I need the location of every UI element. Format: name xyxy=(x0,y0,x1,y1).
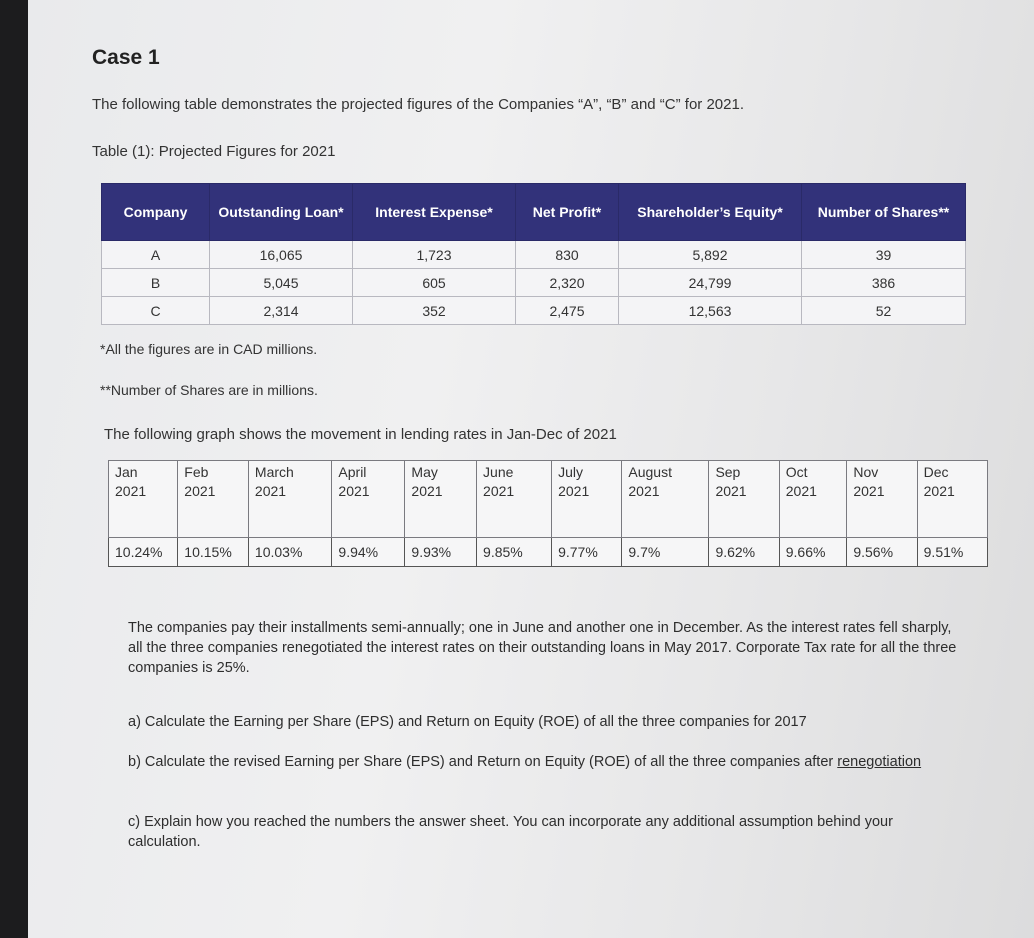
header-outstanding-loan: Outstanding Loan* xyxy=(210,184,353,241)
cell-loan: 5,045 xyxy=(210,269,353,297)
cell-company: B xyxy=(102,269,210,297)
rate-cell: 10.24% xyxy=(109,538,178,567)
question-b xyxy=(128,752,968,772)
cell-shares: 39 xyxy=(802,241,966,269)
cell-loan: 2,314 xyxy=(210,297,353,325)
rate-cell: 9.66% xyxy=(779,538,847,567)
month-cell: Nov 2021 xyxy=(847,461,917,524)
intro-text: The following table demonstrates the projected figures of the Companies “A”, “B” and “C” for 2021. xyxy=(92,96,744,113)
month-cell: August 2021 xyxy=(622,461,709,524)
rates-value-row xyxy=(109,538,988,567)
cell-profit: 830 xyxy=(516,241,619,269)
cell-profit: 2,475 xyxy=(516,297,619,325)
cell-equity: 24,799 xyxy=(619,269,802,297)
month-cell: June 2021 xyxy=(477,461,552,524)
cell-interest: 352 xyxy=(353,297,516,325)
rate-cell: 9.56% xyxy=(847,538,917,567)
cell-equity: 12,563 xyxy=(619,297,802,325)
case-title: Case 1 xyxy=(92,46,160,69)
instructions-paragraph: The companies pay their installments semi-annually; one in June and another one in December. As the interest rates fell sharply, all the three companies renegotiated the interest rates on their outstanding loans in May 2017. Corporate Tax rate for all the three companies is 25%. xyxy=(128,620,957,676)
rate-cell: 9.62% xyxy=(709,538,779,567)
table-row xyxy=(102,241,966,269)
cell-interest: 1,723 xyxy=(353,241,516,269)
rate-cell: 9.7% xyxy=(622,538,709,567)
cell-profit: 2,320 xyxy=(516,269,619,297)
rates-spacer-row xyxy=(109,523,988,538)
rates-month-row xyxy=(109,461,988,524)
month-cell: July 2021 xyxy=(552,461,622,524)
table-header-row xyxy=(102,184,966,241)
header-company: Company xyxy=(102,184,210,241)
footnote-cad-millions: *All the figures are in CAD millions. xyxy=(100,341,318,357)
rate-cell: 10.15% xyxy=(178,538,249,567)
graph-caption: The following graph shows the movement in lending rates in Jan-Dec of 2021 xyxy=(104,426,617,443)
month-cell: May 2021 xyxy=(405,461,477,524)
cell-loan: 16,065 xyxy=(210,241,353,269)
rate-cell: 9.85% xyxy=(477,538,552,567)
cell-company: C xyxy=(102,297,210,325)
month-cell: Jan 2021 xyxy=(109,461,178,524)
question-b-underlined: renegotiation xyxy=(837,754,922,770)
month-cell: April 2021 xyxy=(332,461,405,524)
lending-rates-table xyxy=(108,460,988,567)
month-cell: Sep 2021 xyxy=(709,461,779,524)
month-cell: Oct 2021 xyxy=(779,461,847,524)
document-page xyxy=(28,0,1034,938)
question-a: a) Calculate the Earning per Share (EPS) and Return on Equity (ROE) of all the three companies for 2017 xyxy=(128,714,807,730)
cell-shares: 386 xyxy=(802,269,966,297)
projected-figures-table xyxy=(101,183,966,325)
header-net-profit: Net Profit* xyxy=(516,184,619,241)
table-caption: Table (1): Projected Figures for 2021 xyxy=(92,143,336,160)
question-c: c) Explain how you reached the numbers the answer sheet. You can incorporate any additional assumption behind your calculation. xyxy=(128,814,893,850)
footnote-shares-millions: **Number of Shares are in millions. xyxy=(100,382,318,398)
month-cell: Feb 2021 xyxy=(178,461,249,524)
month-cell: Dec 2021 xyxy=(917,461,987,524)
month-cell: March 2021 xyxy=(248,461,331,524)
rate-cell: 9.93% xyxy=(405,538,477,567)
rate-cell: 9.51% xyxy=(917,538,987,567)
cell-shares: 52 xyxy=(802,297,966,325)
rate-cell: 9.77% xyxy=(552,538,622,567)
rate-cell: 9.94% xyxy=(332,538,405,567)
header-interest-expense: Interest Expense* xyxy=(353,184,516,241)
table-row xyxy=(102,269,966,297)
table-row xyxy=(102,297,966,325)
cell-equity: 5,892 xyxy=(619,241,802,269)
question-b-text: b) Calculate the revised Earning per Share (EPS) and Return on Equity (ROE) of all the three companies after xyxy=(128,754,838,770)
cell-interest: 605 xyxy=(353,269,516,297)
header-shareholders-equity: Shareholder’s Equity* xyxy=(619,184,802,241)
header-number-of-shares: Number of Shares** xyxy=(802,184,966,241)
rate-cell: 10.03% xyxy=(248,538,331,567)
cell-company: A xyxy=(102,241,210,269)
